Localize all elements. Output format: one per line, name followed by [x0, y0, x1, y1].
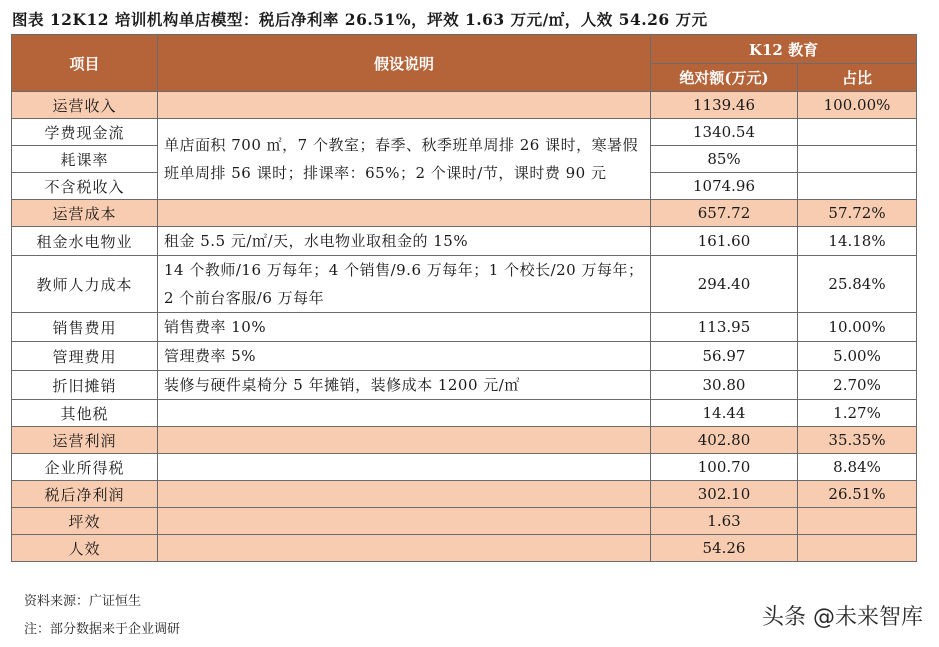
row-item: 学费现金流 — [12, 119, 158, 146]
row-desc — [158, 92, 651, 119]
row-pct: 10.00% — [798, 313, 917, 342]
table-row — [12, 427, 917, 454]
row-desc: 租金 5.5 元/㎡/天，水电物业取租金的 15% — [158, 227, 651, 256]
row-abs: 161.60 — [651, 227, 798, 256]
row-item: 不含税收入 — [12, 173, 158, 200]
row-desc: 装修与硬件桌椅分 5 年摊销，装修成本 1200 元/㎡ — [158, 371, 651, 400]
row-abs: 85% — [651, 146, 798, 173]
table-row — [12, 313, 917, 342]
row-abs: 14.44 — [651, 400, 798, 427]
row-pct: 5.00% — [798, 342, 917, 371]
row-abs: 100.70 — [651, 454, 798, 481]
watermark: 头条 @未来智库 — [762, 605, 923, 630]
page-title: 图表 12K12 培训机构单店模型：税后净利率 26.51%，坪效 1.63 万元/㎡，人效 54.26 万元 — [12, 10, 708, 29]
header-abs: 绝对额(万元) — [651, 64, 798, 92]
row-desc: 14 个教师/16 万每年；4 个销售/9.6 万每年；1 个校长/20 万每年；2 个前台客服/6 万每年 — [158, 256, 651, 313]
row-desc — [158, 400, 651, 427]
row-item: 租金水电物业 — [12, 227, 158, 256]
row-desc: 单店面积 700 ㎡，7 个教室；春季、秋季班单周排 26 课时，寒暑假班单周排 56 课时；排课率：65%；2 个课时/节，课时费 90 元 — [158, 119, 651, 200]
row-abs: 302.10 — [651, 481, 798, 508]
store-model-table — [11, 34, 917, 562]
row-desc — [158, 200, 651, 227]
row-pct — [798, 173, 917, 200]
row-desc: 销售费率 10% — [158, 313, 651, 342]
row-item: 管理费用 — [12, 342, 158, 371]
row-abs: 294.40 — [651, 256, 798, 313]
row-item: 销售费用 — [12, 313, 158, 342]
data-note: 注：部分数据来于企业调研 — [24, 622, 181, 637]
row-pct: 1.27% — [798, 400, 917, 427]
table-row — [12, 535, 917, 562]
row-pct: 14.18% — [798, 227, 917, 256]
row-item: 耗课率 — [12, 146, 158, 173]
row-item: 坪效 — [12, 508, 158, 535]
row-pct — [798, 119, 917, 146]
header-pct: 占比 — [798, 64, 917, 92]
row-abs: 30.80 — [651, 371, 798, 400]
row-desc — [158, 454, 651, 481]
row-item: 教师人力成本 — [12, 256, 158, 313]
table-row — [12, 481, 917, 508]
source-note: 资料来源：广证恒生 — [24, 594, 142, 609]
header-desc: 假设说明 — [158, 35, 651, 92]
table-row — [12, 508, 917, 535]
row-item: 企业所得税 — [12, 454, 158, 481]
row-item: 折旧摊销 — [12, 371, 158, 400]
row-pct: 8.84% — [798, 454, 917, 481]
table-row — [12, 454, 917, 481]
row-abs: 1340.54 — [651, 119, 798, 146]
row-pct — [798, 146, 917, 173]
row-abs: 402.80 — [651, 427, 798, 454]
table-row — [12, 342, 917, 371]
row-desc — [158, 427, 651, 454]
row-item: 运营成本 — [12, 200, 158, 227]
row-pct: 57.72% — [798, 200, 917, 227]
row-item: 人效 — [12, 535, 158, 562]
table-row — [12, 119, 917, 146]
row-desc — [158, 508, 651, 535]
row-item: 运营收入 — [12, 92, 158, 119]
row-abs: 56.97 — [651, 342, 798, 371]
row-item: 税后净利润 — [12, 481, 158, 508]
row-item: 其他税 — [12, 400, 158, 427]
table-row — [12, 400, 917, 427]
row-pct: 100.00% — [798, 92, 917, 119]
row-pct — [798, 535, 917, 562]
table-header-row — [12, 35, 917, 64]
row-pct: 25.84% — [798, 256, 917, 313]
row-abs: 1074.96 — [651, 173, 798, 200]
row-desc — [158, 535, 651, 562]
header-item: 项目 — [12, 35, 158, 92]
row-abs: 657.72 — [651, 200, 798, 227]
header-group: K12 教育 — [651, 35, 917, 64]
row-pct: 35.35% — [798, 427, 917, 454]
row-pct — [798, 508, 917, 535]
row-abs: 54.26 — [651, 535, 798, 562]
table-row — [12, 200, 917, 227]
row-pct: 2.70% — [798, 371, 917, 400]
row-pct: 26.51% — [798, 481, 917, 508]
table-row — [12, 227, 917, 256]
row-abs: 1139.46 — [651, 92, 798, 119]
table-row — [12, 371, 917, 400]
table-row — [12, 256, 917, 313]
row-abs: 113.95 — [651, 313, 798, 342]
table-row — [12, 92, 917, 119]
row-item: 运营利润 — [12, 427, 158, 454]
row-desc — [158, 481, 651, 508]
row-desc: 管理费率 5% — [158, 342, 651, 371]
row-abs: 1.63 — [651, 508, 798, 535]
